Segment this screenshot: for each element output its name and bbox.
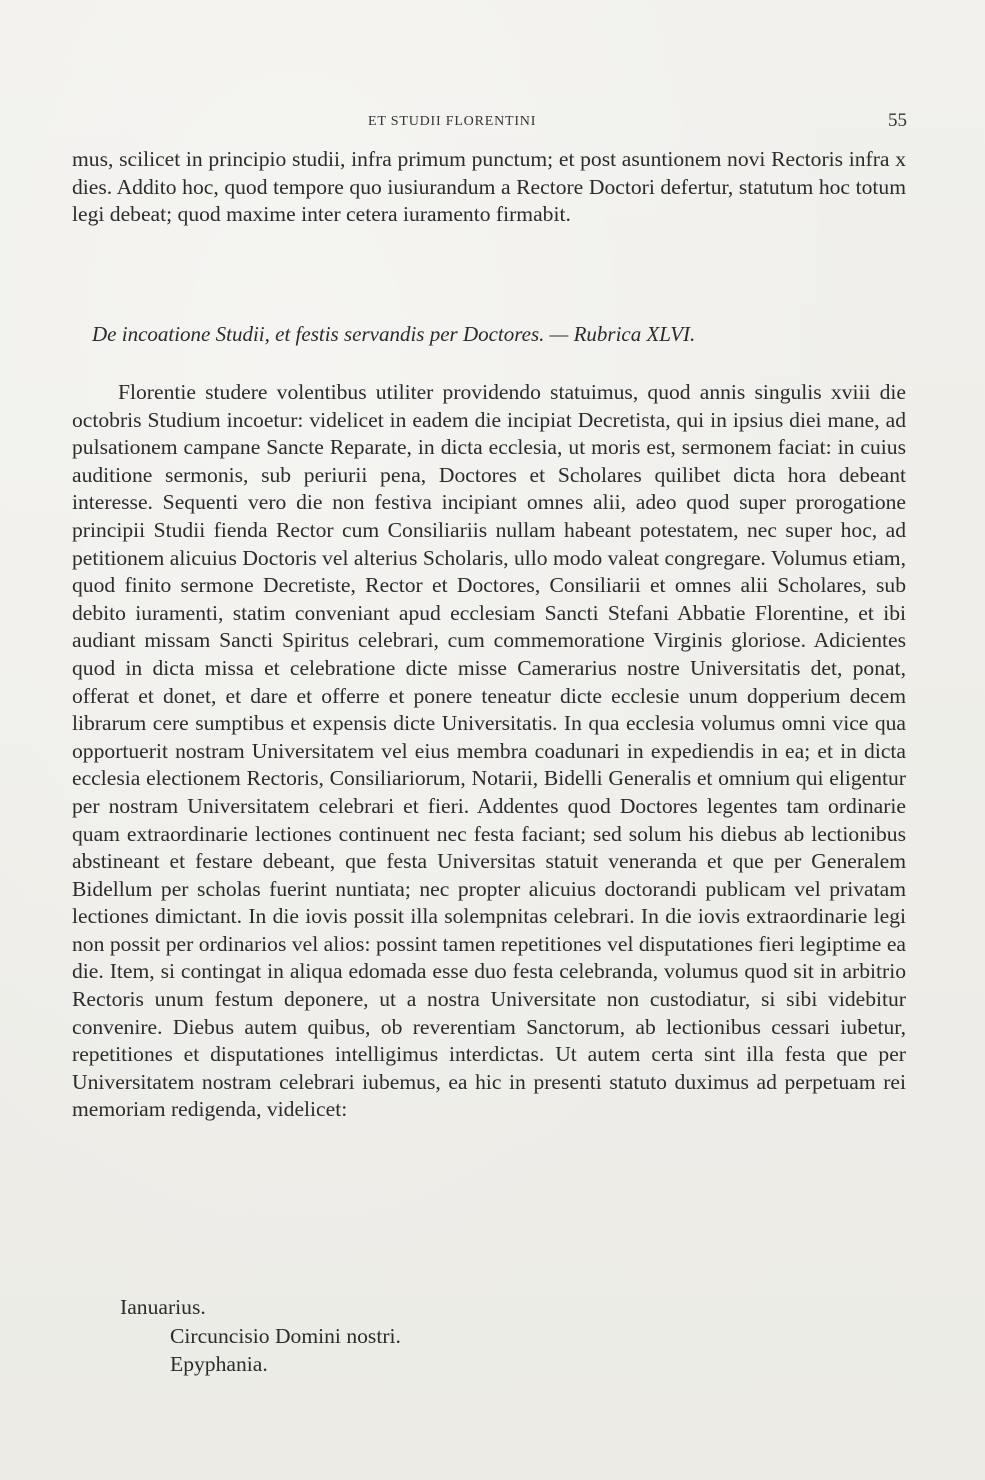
feast-day: Circuncisio Domini nostri. bbox=[170, 1323, 401, 1348]
continuation-paragraph: mus, scilicet in principio studii, infra primum punctum; et post asuntionem novi Rectoris infra x dies. Addito hoc, quod tempore quo iusiurandum a Rectore Doctori defertur, statutum hoc totum legi debeat; quod maxime inter cetera iuramento firmabit. bbox=[72, 147, 906, 227]
month-label: Ianuarius. bbox=[120, 1295, 206, 1319]
statute-paragraph: Florentie studere volentibus utiliter providendo statuimus, quod annis singulis xviii die octobris Studium incoetur: videlicet in eadem die incipiat Decretista, qui in ipsius diei mane, ad pulsationem campane Sancte Reparate, in dicta ecclesia, ut moris est, sermonem faciat: in cuius auditione sermonis, sub periurii pena, Doctores et Scholares quilibet dicta hora debeant interesse. Sequenti vero die non festiva incipiant omnes alii, adeo quod super prorogatione principii Studii fienda Rector cum Consiliariis nullam habeant potestatem, nec super hoc, ad petitionem alicuius Doctoris vel alterius Scholaris, ullo modo valeat congregare. Volumus etiam, quod finito sermone Decretiste, Rector et Doctores, Consiliarii et omnes alii Scholares, sub debito iuramenti, statim conveniant apud ecclesiam Sancti Stefani Abbatie Florentine, et ibi audiant missam Sancti Spiritus celebrari, cum commemoratione Virginis gloriose. Adicientes quod in dicta missa et celebratione dicte misse Camerarius nostre Universitatis det, ponat, offerat et donet, et dare et offerre et ponere teneatur dicte ecclesie unum dopperium decem librarum cere sumptibus et expensis dicte Universitatis. In qua ecclesia volumus omni vice qua opportuerit nostram Universitatem vel eius membra coadunari in expediendis in ea; et in dicta ecclesia electionem Rectoris, Consiliariorum, Notarii, Bidelli Generalis et omnium qui eligentur per nostram Universitatem celebrari et fieri. Addentes quod Doctores legentes tam ordinarie quam extraordinarie lectiones continuent nec festa faciant; sed solum his diebus ab lectionibus abstineant et festare debeant, que festa Universitas statuit veneranda et que per Generalem Bidellum per scholas fuerint nuntiata; nec propter alicuius doctorandi publicam vel privatam lectiones dimictant. In die iovis possit illa solempnitas celebrari. In die iovis extraordinarie legi non possit per ordinarios vel alios: possint tamen repetitiones vel disputationes fieri legiptime ea die. Item, si contingat in aliqua edomada esse duo festa celebranda, volumus quod sit in arbitrio Rectoris unum festum deponere, ut a nostra Universitate non custodiatur, si sibi videbitur convenire. Diebus autem quibus, ob reverentiam Sanctorum, ab lectionibus cessari iubetur, repetitiones et disputationes intelligimus interdictas. Ut autem certa sint illa festa que per Universitatem nostram celebrari iubemus, ea hic in presenti statuto duximus ad perpetuam rei memoriam redigenda, videlicet: bbox=[72, 380, 906, 1122]
rubric-heading: De incoatione Studii, et festis servandis per Doctores. — Rubrica XLVI. bbox=[92, 322, 696, 346]
feast-calendar bbox=[120, 1293, 401, 1379]
page-number: 55 bbox=[888, 110, 907, 131]
running-title: ET STUDII FLORENTINI bbox=[368, 114, 537, 129]
feast-day: Epyphania. bbox=[170, 1352, 268, 1376]
